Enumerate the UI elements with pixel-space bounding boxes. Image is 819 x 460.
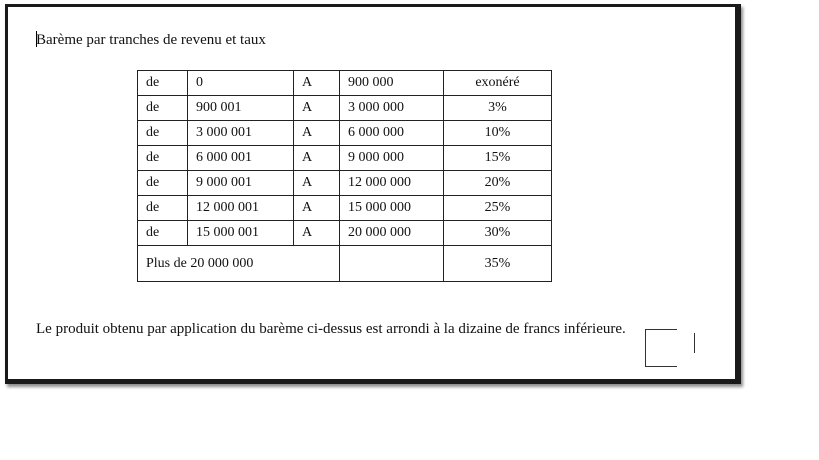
cell-de: de [138,171,188,196]
cell-to: 3 000 000 [340,96,444,121]
cell-a: A [294,196,340,221]
tax-bracket-table [137,70,552,282]
cell-rate: 10% [444,121,552,146]
cell-a: A [294,71,340,96]
cell-a: A [294,96,340,121]
cell-to: 6 000 000 [340,121,444,146]
cell-from: 9 000 001 [188,171,294,196]
table-row [138,121,552,146]
cell-rate: exonéré [444,71,552,96]
cell-to: 9 000 000 [340,146,444,171]
cell-rate: 3% [444,96,552,121]
cell-de: de [138,96,188,121]
table-row [138,171,552,196]
cell-to: 900 000 [340,71,444,96]
cell-from: 900 001 [188,96,294,121]
cell-rate: 30% [444,221,552,246]
cell-from: 6 000 001 [188,146,294,171]
cell-de: de [138,196,188,221]
cell-de: de [138,121,188,146]
cell-to: 15 000 000 [340,196,444,221]
table-row [138,221,552,246]
document-frame [5,4,741,384]
document-heading [36,31,266,49]
rounding-note: Le produit obtenu par application du barème ci-dessus est arrondi à la dizaine de francs inférieure. [36,321,626,337]
cell-from: 12 000 001 [188,196,294,221]
cell-rate: 20% [444,171,552,196]
table-row [138,196,552,221]
cell-a: A [294,171,340,196]
cell-from: 3 000 001 [188,121,294,146]
cell-a: A [294,121,340,146]
table-row [138,71,552,96]
table-row [138,96,552,121]
checkbox-square-icon [645,329,677,367]
table-row-top-bracket [138,246,552,282]
vertical-bar-mark [694,333,695,353]
cell-a: A [294,221,340,246]
table-row [138,146,552,171]
cell-to: 12 000 000 [340,171,444,196]
cell-rate: 25% [444,196,552,221]
cell-de: de [138,146,188,171]
cell-a: A [294,146,340,171]
top-bracket-label: Plus de 20 000 000 [138,246,340,282]
heading-text: Barème par tranches de revenu et taux [36,32,266,48]
cell-to: 20 000 000 [340,221,444,246]
top-bracket-empty-cell [340,246,444,282]
cell-from: 0 [188,71,294,96]
top-bracket-rate: 35% [444,246,552,282]
cell-de: de [138,71,188,96]
cell-rate: 15% [444,146,552,171]
cell-de: de [138,221,188,246]
cell-from: 15 000 001 [188,221,294,246]
